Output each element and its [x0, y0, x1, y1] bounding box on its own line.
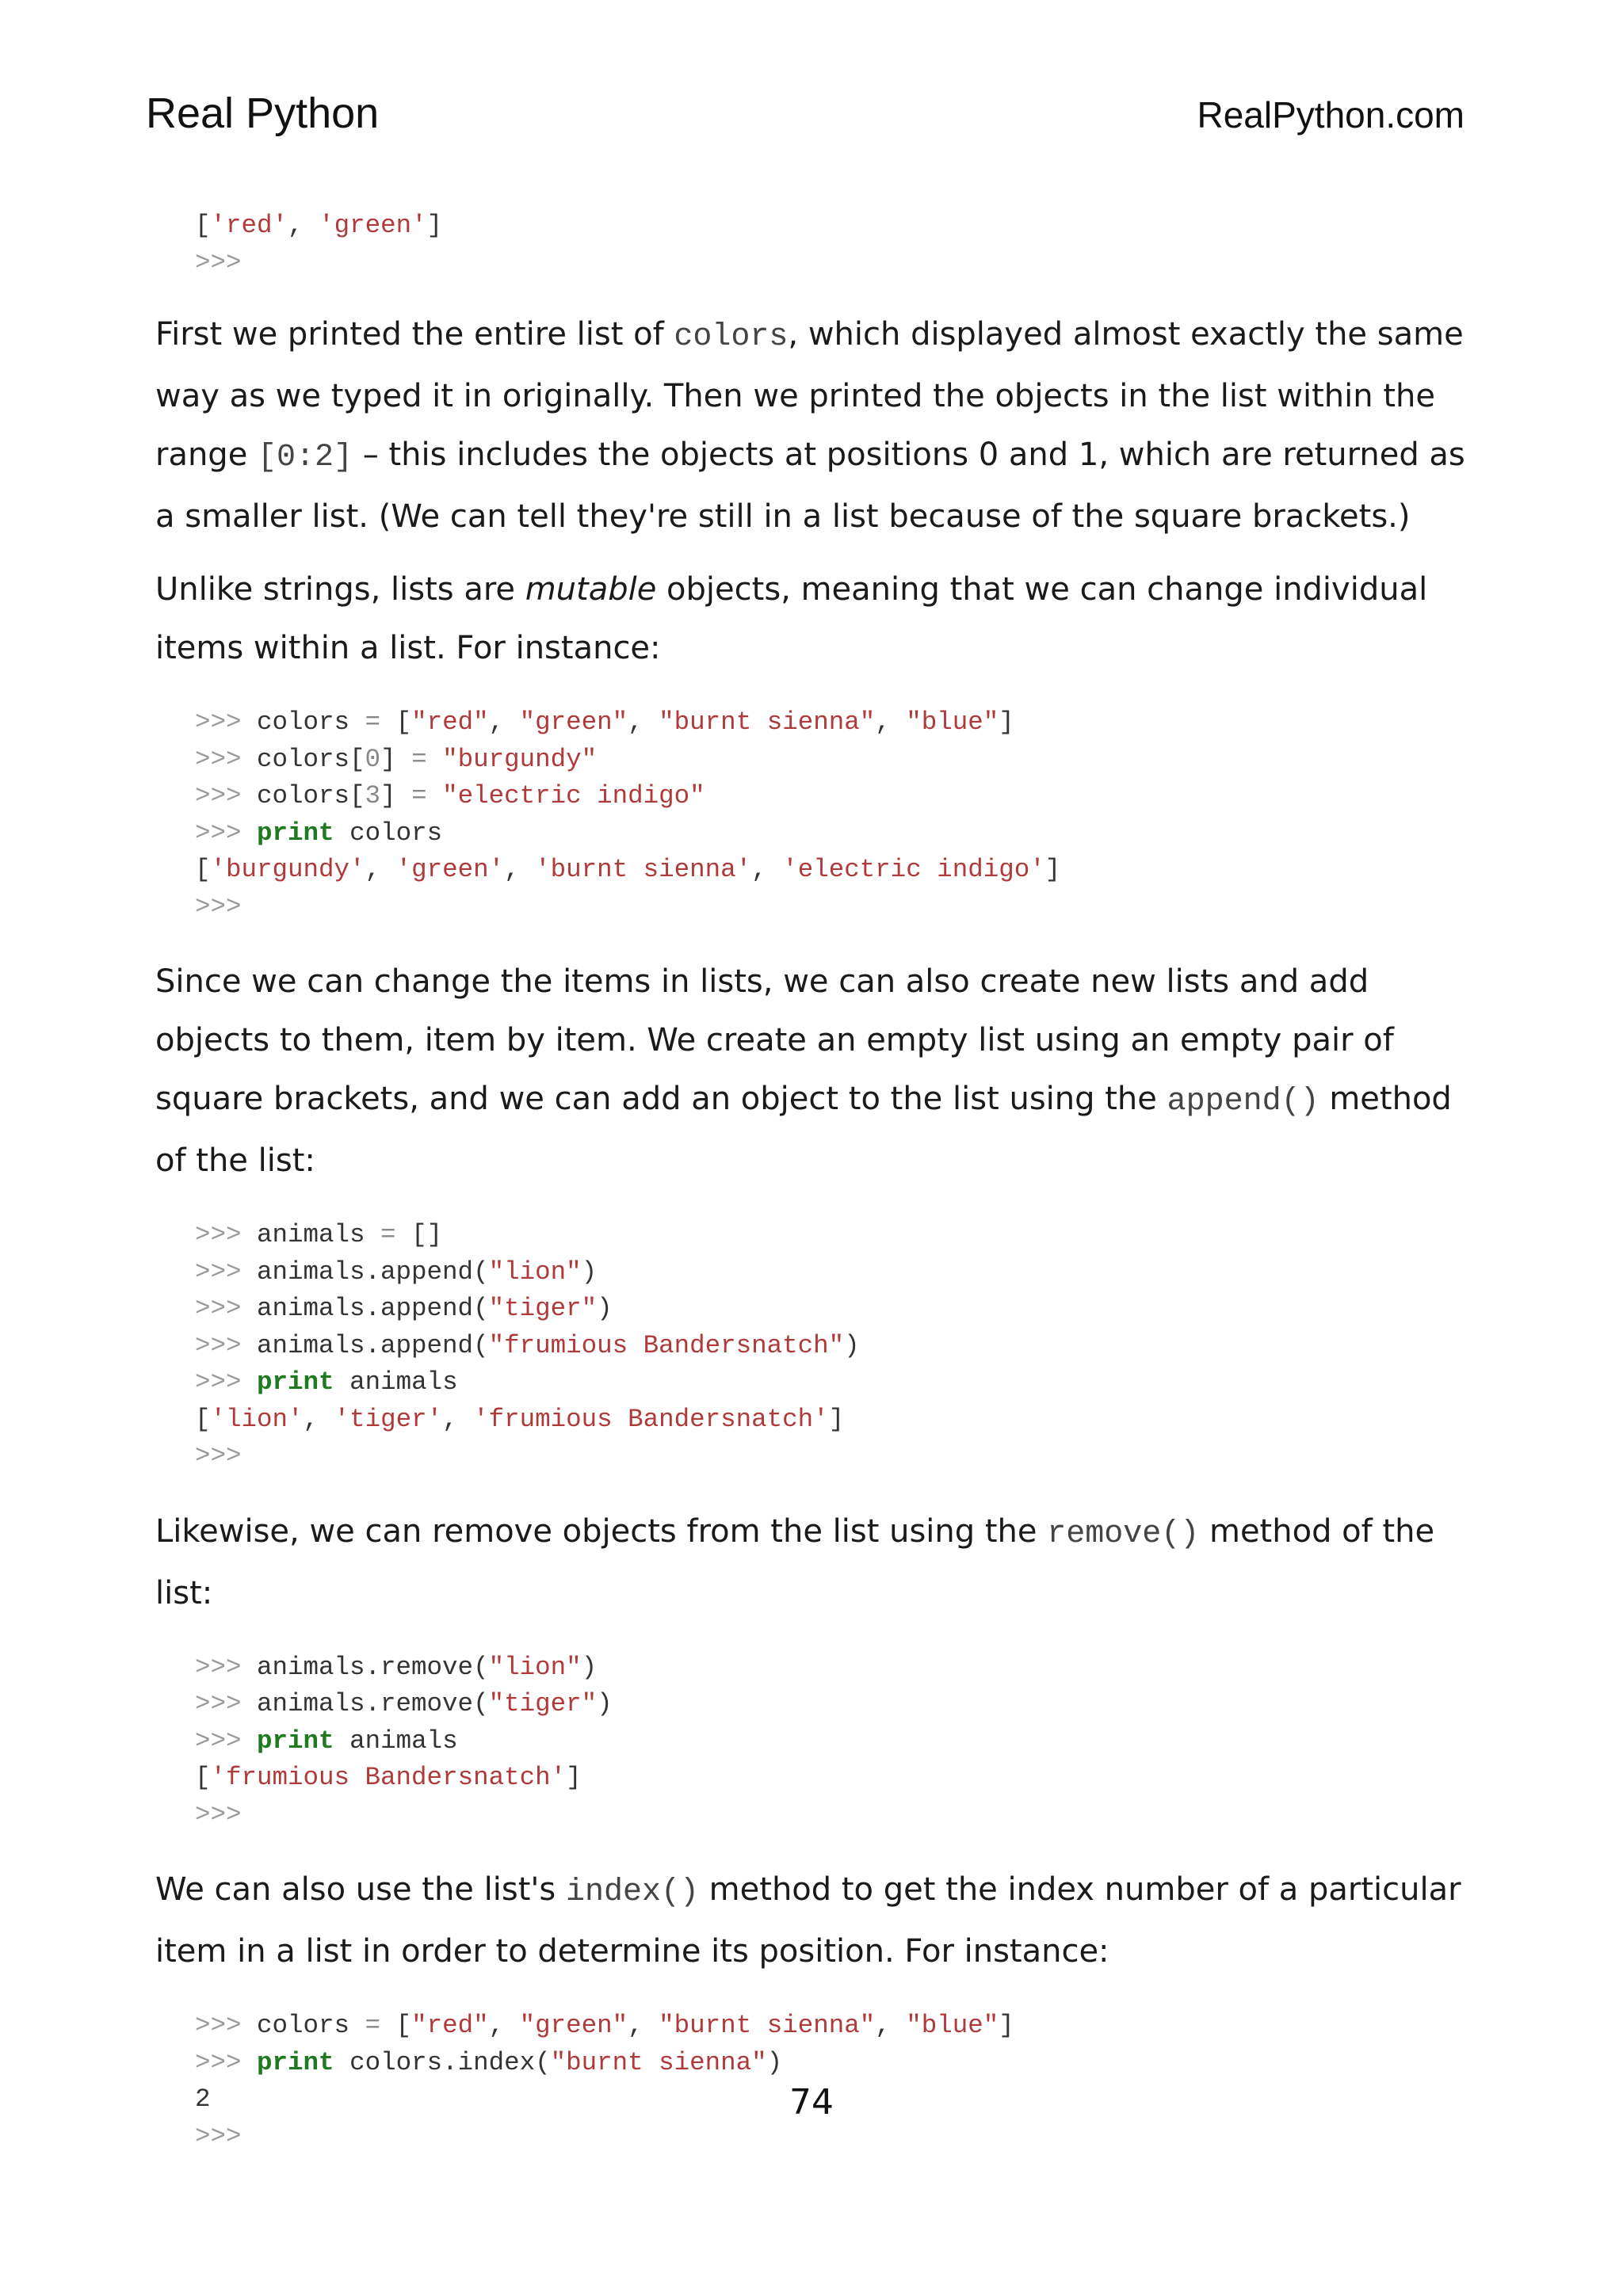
- code-line: >>> animals.append("frumious Bandersnatch"): [195, 1330, 860, 1360]
- code-line: 2: [195, 2084, 211, 2114]
- code-line: >>> animals.remove("lion"): [195, 1652, 598, 1682]
- book-title: Real Python: [146, 90, 380, 137]
- code-line: >>> animals.append("lion"): [195, 1257, 598, 1287]
- code-line: >>> animals.append("tiger"): [195, 1294, 613, 1323]
- inline-code: [0:2]: [258, 440, 353, 475]
- paragraph: Unlike strings, lists are mutable objects, meaning that we can change individual items within a list. For instance:: [155, 571, 1428, 666]
- paragraph: First we printed the entire list of colors, which displayed almost exactly the same way as we typed it in originally. Then we printed the objects in the list within the range [0:2] – this includes the objects at positions 0 and 1, which are returned as a smaller list. (We can tell they're still in a list because of the square brackets.): [155, 316, 1465, 535]
- emphasis: mutable: [525, 571, 657, 608]
- code-block: [195, 208, 1471, 281]
- paragraph: Likewise, we can remove objects from the list using the remove() method of the list:: [155, 1512, 1435, 1611]
- inline-code: remove(): [1047, 1516, 1200, 1552]
- code-line: >>> print colors: [195, 818, 443, 848]
- code-line: ['burgundy', 'green', 'burnt sienna', 'electric indigo']: [195, 855, 1061, 884]
- paragraph: Since we can change the items in lists, we can also create new lists and add objects to them, item by item. We create an empty list using an empty pair of square brackets, and we can add an object to the list using the append() method of the list:: [155, 963, 1452, 1179]
- code-line: >>> print animals: [195, 1726, 458, 1756]
- code-line: >>>: [195, 2121, 242, 2151]
- code-line: ['lion', 'tiger', 'frumious Bandersnatch']: [195, 1404, 845, 1434]
- code-line: >>> print animals: [195, 1367, 458, 1397]
- code-line: >>> animals = []: [195, 1220, 443, 1249]
- inline-code: append(): [1167, 1084, 1319, 1119]
- code-line: >>> colors[0] = "burgundy": [195, 744, 598, 774]
- code-line: >>> colors = ["red", "green", "burnt sienna", "blue"]: [195, 707, 1014, 737]
- page-content: [155, 208, 1471, 2155]
- code-line: >>>: [195, 247, 242, 277]
- code-line: >>> animals.remove("tiger"): [195, 1689, 613, 1718]
- code-block: [195, 1650, 1471, 1834]
- inline-code: colors: [674, 319, 789, 355]
- code-block: [195, 1217, 1471, 1475]
- code-block: [195, 2008, 1471, 2155]
- code-line: >>> colors = ["red", "green", "burnt sienna", "blue"]: [195, 2011, 1014, 2040]
- page-number: 74: [789, 2082, 834, 2122]
- code-line: >>>: [195, 1441, 242, 1470]
- site-name: RealPython.com: [1197, 94, 1465, 135]
- code-line: ['red', 'green']: [195, 211, 443, 240]
- inline-code: index(): [565, 1875, 699, 1910]
- code-block: [195, 704, 1471, 925]
- code-line: >>>: [195, 891, 242, 921]
- code-line: >>>: [195, 1799, 242, 1829]
- code-line: >>> print colors.index("burnt sienna"): [195, 2047, 783, 2077]
- code-line: >>> colors[3] = "electric indigo": [195, 781, 705, 810]
- code-line: ['frumious Bandersnatch']: [195, 1763, 582, 1792]
- paragraph: We can also use the list's index() method to get the index number of a particular item in a list in order to determine its position. For instance:: [155, 1871, 1461, 1970]
- page-header: [146, 89, 1465, 144]
